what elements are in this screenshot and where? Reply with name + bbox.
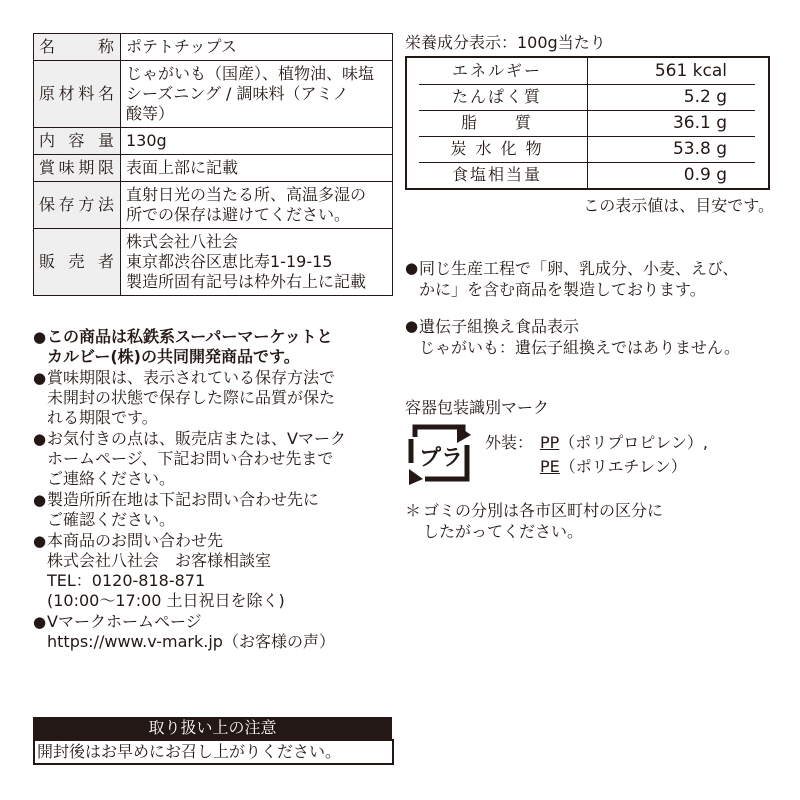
bullet-icon: ● — [33, 369, 47, 387]
caution-text: 開封後はお早めにお召し上がりください。 — [33, 739, 394, 765]
allergen-note — [405, 258, 785, 300]
info-label: 賞味期限 — [34, 155, 121, 182]
material-code: PP — [540, 433, 560, 452]
allergen-note-text: 同じ生産工程で「卵、乳成分、小麦、えび、 かに」を含む商品を製造しております。 — [419, 259, 739, 299]
nutrition-row — [407, 58, 768, 84]
info-row — [34, 34, 393, 61]
pla-recycle-mark-icon — [405, 423, 477, 485]
bullet-icon: ● — [33, 328, 47, 346]
info-row — [34, 229, 393, 296]
info-label: 保存方法 — [34, 182, 121, 229]
info-label: 名 称 — [34, 34, 121, 61]
note-text: 製造所所在地は下記お問い合わせ先に ご確認ください。 — [47, 490, 320, 529]
note-text: この商品は私鉄系スーパーマーケットと カルビー(株)の共同開発商品です。 — [47, 327, 333, 366]
note-text: 本商品のお問い合わせ先 株式会社八社会 お客様相談室 TEL：0120-818-871 (10:00～17:00 土日祝日を除く) — [47, 531, 285, 610]
bullet-icon: ● — [33, 430, 47, 448]
note-item — [33, 490, 403, 530]
nutrition-row — [407, 162, 768, 188]
info-value: 表面上部に記載 — [121, 155, 393, 182]
nutrient-name: 食塩相当量 — [451, 165, 542, 184]
notes-list — [33, 327, 403, 653]
nutrition-title: 栄養成分表示：100g当たり — [405, 33, 606, 52]
info-row — [34, 61, 393, 128]
waste-note-text: ゴミの分別は各市区町村の区分に したがってください。 — [423, 501, 664, 541]
note-text: お気付きの点は、販売店または、Vマーク ホームページ、下記お問い合わせ先まで ご連絡ください。 — [47, 429, 346, 488]
nutrition-divider — [419, 110, 755, 111]
nutrient-name: 炭 水 化 物 — [450, 139, 544, 158]
packaging-material — [540, 456, 687, 478]
packaging-title: 容器包装識別マーク — [405, 398, 550, 417]
info-label: 内 容 量 — [34, 128, 121, 155]
note-item — [33, 531, 403, 611]
nutrient-value: 36.1 g — [587, 110, 767, 136]
nutrition-divider — [419, 136, 755, 137]
nutrient-value: 0.9 g — [587, 162, 767, 188]
pla-logo-text: プラ — [418, 446, 464, 471]
note-text: 賞味期限は、表示されている保存方法で 未開封の状態で保存した際に品質が保た れる期限です。 — [47, 368, 336, 427]
bullet-icon: ● — [33, 613, 47, 631]
nutrition-note: この表示値は、目安です。 — [583, 196, 774, 215]
nutrient-value: 561 kcal — [587, 58, 767, 84]
info-label: 原材料名 — [34, 61, 121, 128]
nutrition-divider — [419, 84, 755, 85]
info-row — [34, 182, 393, 229]
gmo-note — [405, 316, 785, 358]
nutrient-value: 53.8 g — [587, 136, 767, 162]
nutrition-divider — [419, 162, 755, 163]
bullet-icon: ● — [33, 532, 47, 550]
packaging-material — [540, 432, 708, 454]
note-text: Vマークホームページ https://www.v-mark.jp（お客様の声） — [47, 612, 335, 651]
nutrition-table — [405, 56, 770, 190]
material-name: （ポリプロピレン）, — [559, 433, 708, 452]
material-code: PE — [540, 457, 560, 476]
nutrition-row — [407, 110, 768, 136]
info-value: 130g — [121, 128, 393, 155]
asterisk-icon: ＊ — [405, 501, 422, 520]
gmo-note-text: 遺伝子組換え食品表示 じゃがいも：遺伝子組換えではありません。 — [419, 317, 740, 357]
note-item — [33, 327, 403, 367]
nutrition-row — [407, 136, 768, 162]
nutrient-name: エネルギー — [451, 61, 542, 80]
product-info-table — [33, 33, 393, 296]
bullet-icon: ● — [33, 491, 47, 509]
material-name: （ポリエチレン） — [559, 457, 687, 476]
bullet-icon: ● — [405, 259, 419, 277]
note-item — [33, 612, 403, 652]
info-value: 株式会社八社会 東京都渋谷区恵比寿1-19-15 製造所固有記号は枠外右上に記載 — [121, 229, 393, 296]
caution-heading: 取り扱い上の注意 — [33, 717, 392, 739]
note-item — [33, 429, 403, 489]
info-row — [34, 155, 393, 182]
nutrient-name: 脂 質 — [460, 113, 533, 132]
nutrient-name: たんぱく質 — [451, 87, 542, 106]
nutrient-value: 5.2 g — [587, 84, 767, 110]
packaging-prefix: 外装： — [485, 433, 534, 452]
info-label: 販 売 者 — [34, 229, 121, 296]
info-row — [34, 128, 393, 155]
info-value: ポテトチップス — [121, 34, 393, 61]
waste-note — [405, 500, 785, 542]
nutrition-row — [407, 84, 768, 110]
bullet-icon: ● — [405, 317, 419, 335]
info-value: 直射日光の当たる所、高温多湿の 所での保存は避けてください。 — [121, 182, 393, 229]
info-value: じゃがいも（国産）、植物油、味塩 シーズニング / 調味料（アミノ 酸等） — [121, 61, 393, 128]
note-item — [33, 368, 403, 428]
